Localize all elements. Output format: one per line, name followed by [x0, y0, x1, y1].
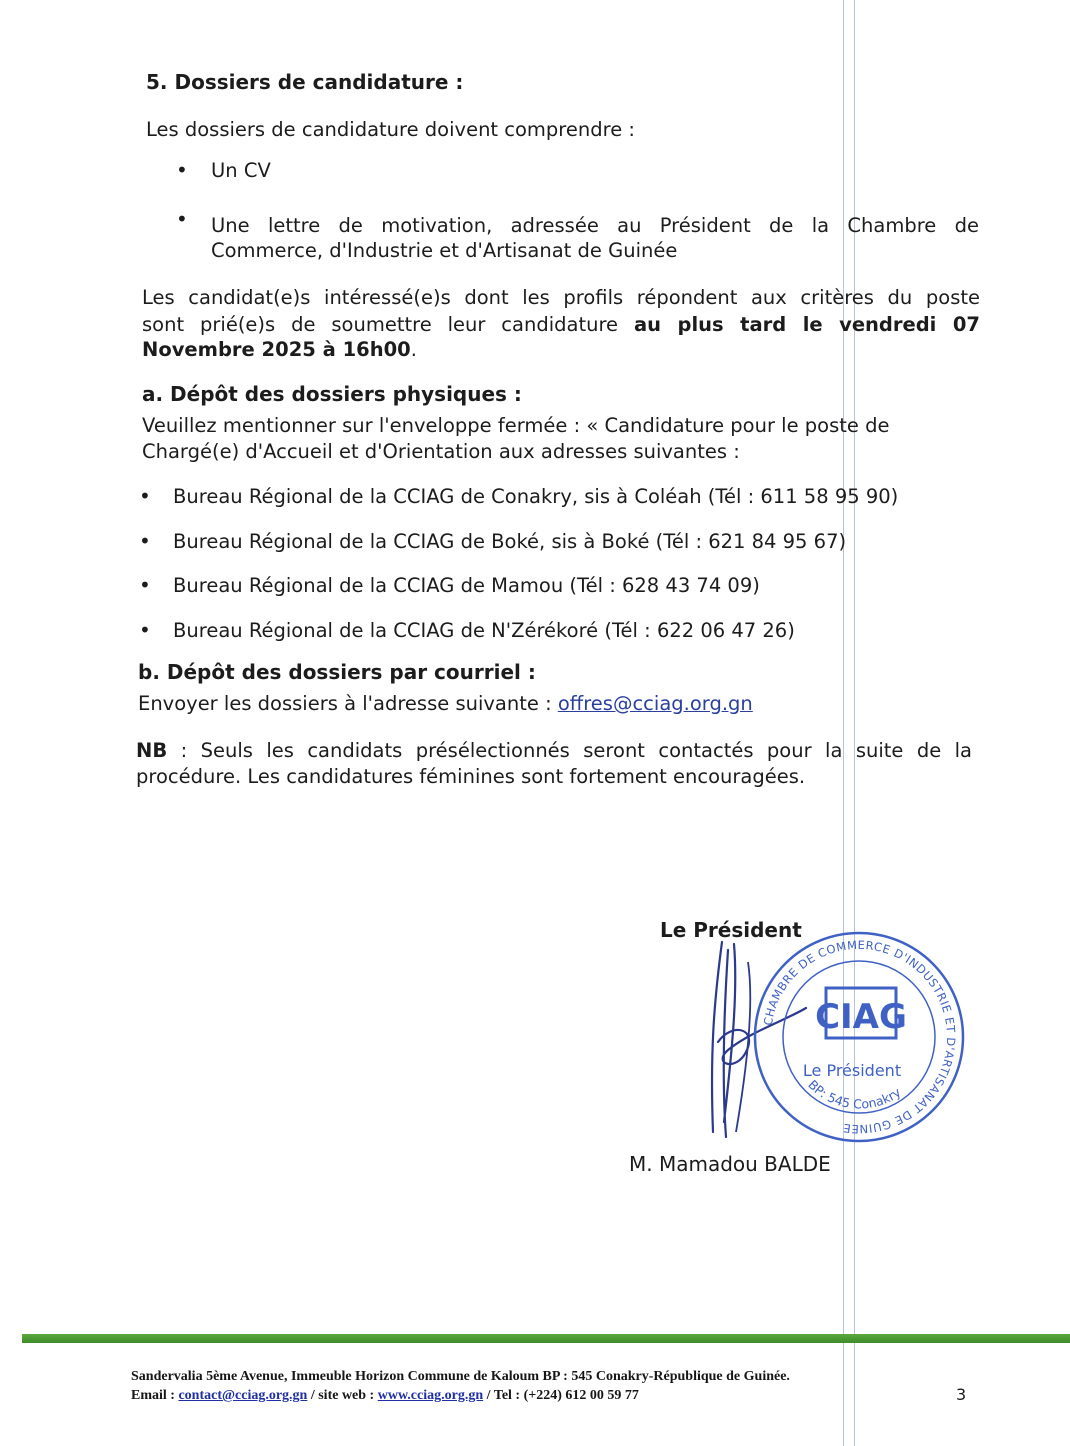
office-item: Bureau Régional de la CCIAG de N'Zérékoré (Tél : 622 06 47 26)	[173, 619, 795, 642]
svg-text:BP: 545 Conakry: BP: 545 Conakry	[805, 1076, 904, 1112]
footer-divider	[22, 1334, 1070, 1343]
email-line	[138, 691, 753, 716]
email-link[interactable]: offres@cciag.org.gn	[557, 692, 753, 715]
page-number: 3	[956, 1385, 967, 1404]
bullet: •	[139, 529, 151, 553]
signatory-title: Le Président	[660, 918, 802, 942]
office-item: Bureau Régional de la CCIAG de Boké, sis à Boké (Tél : 621 84 95 67)	[173, 530, 847, 553]
bullet: •	[139, 618, 151, 642]
email-line-text: Envoyer les dossiers à l'adresse suivante :	[138, 692, 558, 715]
paragraph-line: Veuillez mentionner sur l'enveloppe fermée : « Candidature pour le poste de	[142, 414, 890, 437]
paragraph-line: sont prié(e)s de soumettre leur candidature au plus tard le vendredi 07	[142, 313, 980, 336]
subsection-heading: b. Dépôt des dossiers par courriel :	[138, 660, 536, 684]
bullet: •	[139, 573, 151, 597]
nb-line: procédure. Les candidatures féminines sont fortement encouragées.	[136, 765, 806, 788]
paragraph-line: Les candidat(e)s intéressé(e)s dont les profils répondent aux critères du poste	[142, 286, 980, 309]
footer-contact: Email : contact@cciag.org.gn / site web : www.cciag.org.gn / Tel : (+224) 612 00 59 77	[131, 1388, 639, 1403]
signatory-name: M. Mamadou BALDE	[629, 1152, 831, 1176]
section-intro: Les dossiers de candidature doivent comprendre :	[146, 118, 635, 141]
bullet: •	[176, 207, 188, 231]
nb-line: NB : Seuls les candidats présélectionnés seront contactés pour la suite de la	[136, 739, 972, 762]
footer-email-link[interactable]: contact@cciag.org.gn	[178, 1388, 308, 1403]
section-heading: 5. Dossiers de candidature :	[146, 70, 464, 94]
office-item: Bureau Régional de la CCIAG de Conakry, sis à Coléah (Tél : 611 58 95 90)	[173, 485, 899, 508]
subsection-heading: a. Dépôt des dossiers physiques :	[142, 382, 522, 406]
footer-site-link[interactable]: www.cciag.org.gn	[377, 1388, 484, 1403]
list-item: Une lettre de motivation, adressée au Président de la Chambre de	[211, 214, 979, 237]
footer-address: Sandervalia 5ème Avenue, Immeuble Horizon Commune de Kaloum BP : 545 Conakry-République de Guinée.	[131, 1369, 790, 1384]
paragraph-line: Novembre 2025 à 16h00.	[142, 338, 417, 361]
bullet: •	[139, 484, 151, 508]
svg-text:Le Président: Le Président	[802, 1061, 902, 1080]
office-item: Bureau Régional de la CCIAG de Mamou (Tél : 628 43 74 09)	[173, 574, 760, 597]
list-item-continuation: Commerce, d'Industrie et d'Artisanat de Guinée	[211, 239, 678, 262]
paragraph-line: Chargé(e) d'Accueil et d'Orientation aux adresses suivantes :	[142, 440, 740, 463]
bullet: •	[176, 158, 188, 182]
svg-text:CHAMBRE DE COMMERCE D'INDUSTRI: CHAMBRE DE COMMERCE D'INDUSTRIE ET D'ARTISANAT DE GUINEE	[760, 937, 959, 1137]
official-stamp	[752, 930, 966, 1144]
list-item: Un CV	[211, 159, 271, 182]
svg-text:CIAG: CIAG	[815, 997, 907, 1037]
